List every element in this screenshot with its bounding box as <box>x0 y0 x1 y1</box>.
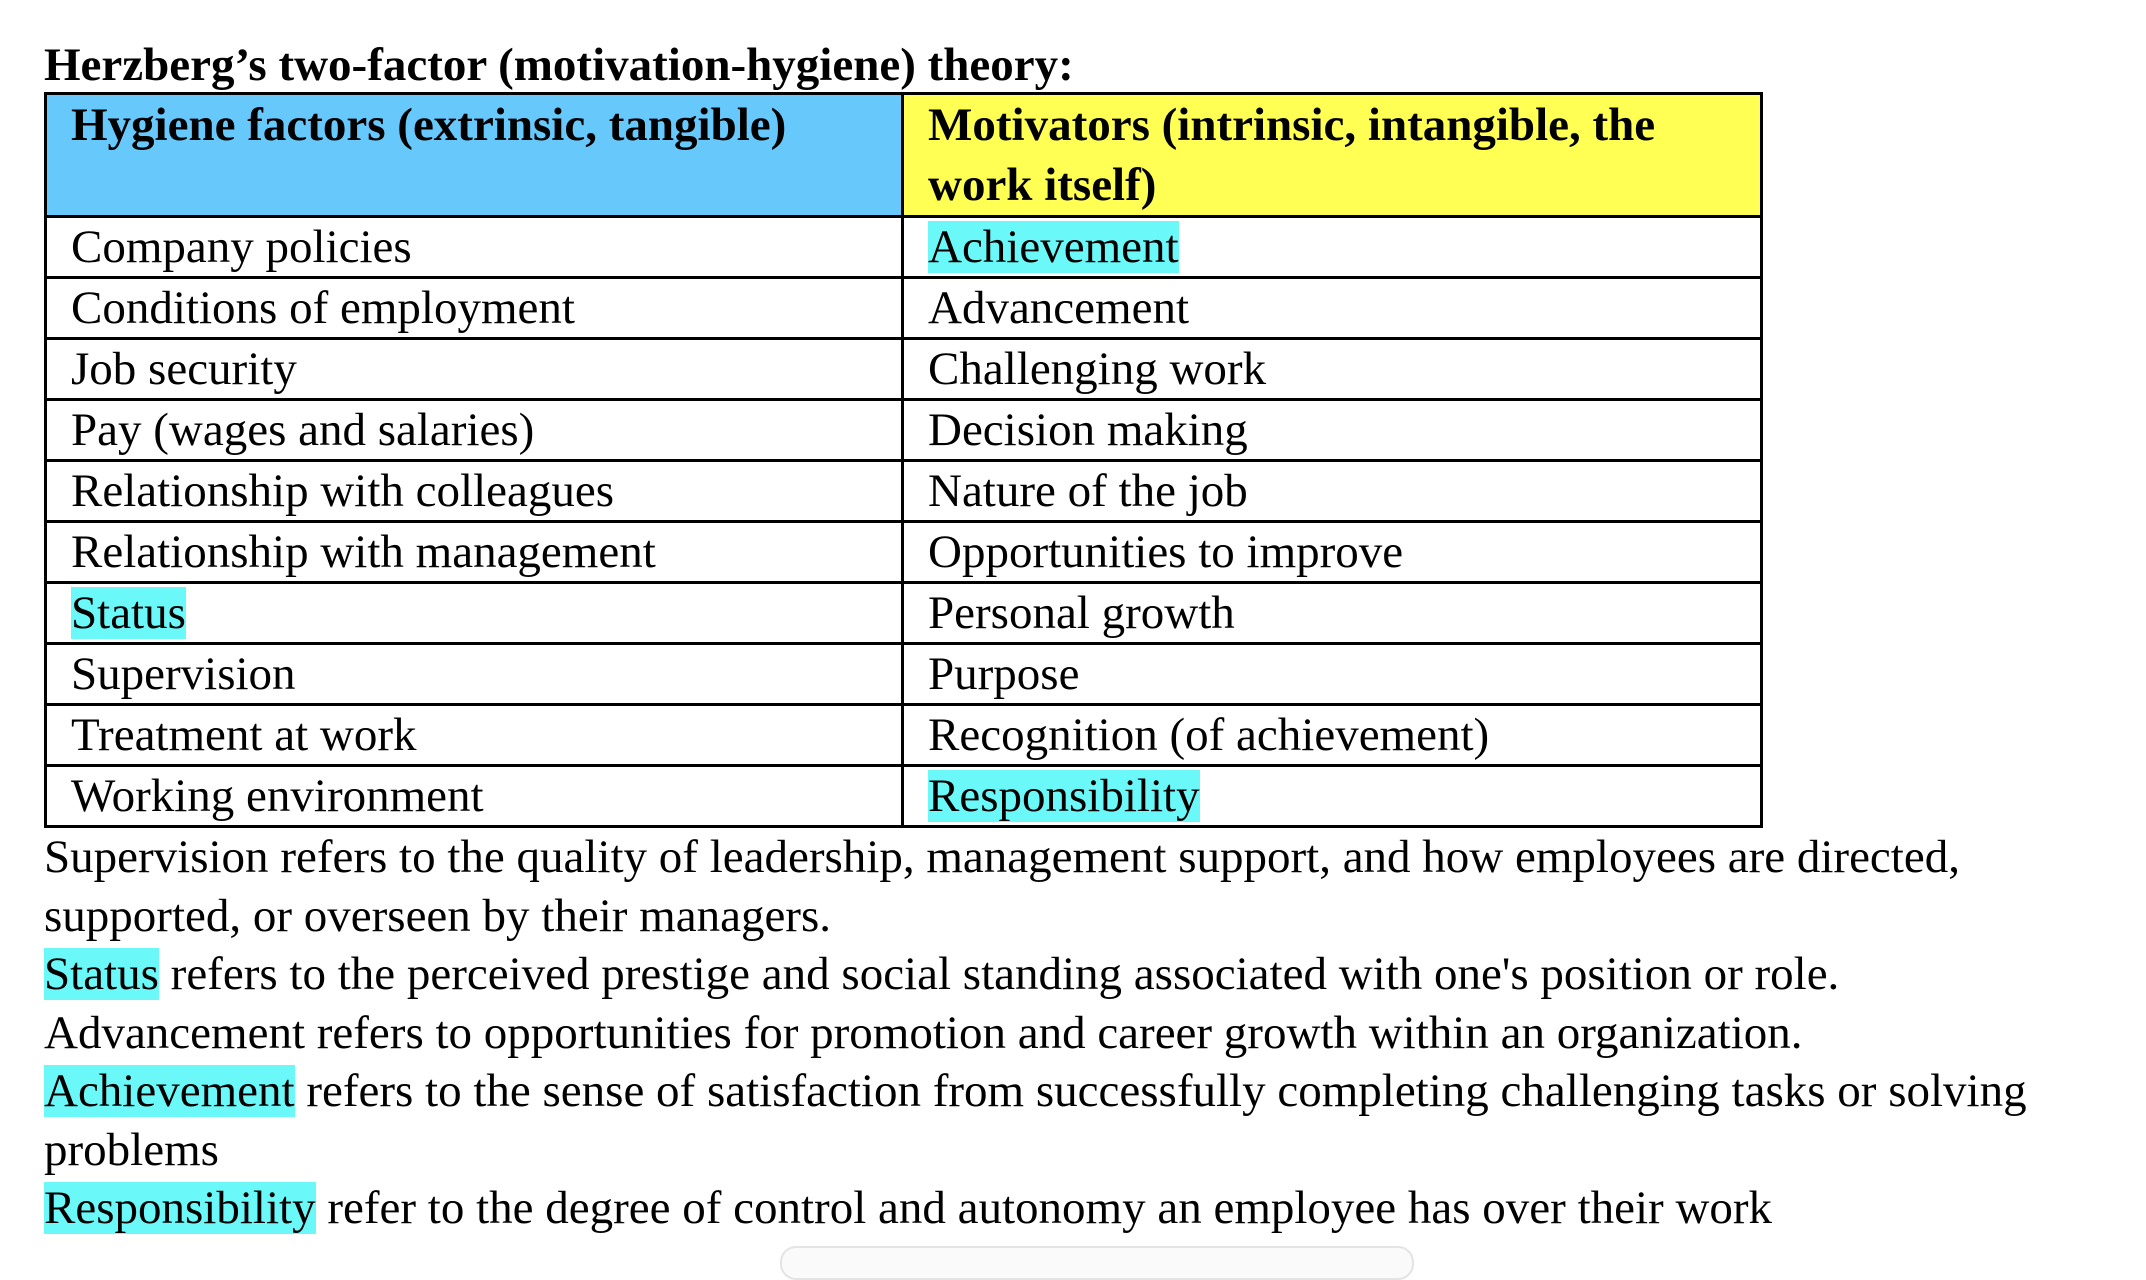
motivator-cell <box>903 400 1762 461</box>
hygiene-factor-label: Relationship with management <box>71 526 656 578</box>
motivator-cell <box>903 461 1762 522</box>
hygiene-factor-cell <box>46 766 903 827</box>
motivator-cell <box>903 705 1762 766</box>
floating-panel-edge <box>780 1246 1414 1280</box>
definition-paragraph <box>44 1062 2134 1179</box>
definition-text: refer to the degree of control and autonomy an employee has over their work <box>315 1182 1773 1234</box>
hygiene-factor-cell <box>46 217 903 278</box>
table-row <box>46 705 1762 766</box>
definition-term: Responsibility <box>44 1182 316 1234</box>
hygiene-factor-label: Relationship with colleagues <box>71 465 615 517</box>
factors-table-body <box>46 217 1762 827</box>
hygiene-factor-label: Job security <box>71 343 297 395</box>
definitions-section <box>44 828 2134 1238</box>
motivator-cell <box>903 583 1762 644</box>
definition-paragraph <box>44 1179 2134 1238</box>
motivators-header: Motivators (intrinsic, intangible, the work itself) <box>903 94 1762 217</box>
table-row <box>46 339 1762 400</box>
hygiene-factor-cell <box>46 400 903 461</box>
motivator-cell <box>903 766 1762 827</box>
table-row <box>46 461 1762 522</box>
motivator-cell <box>903 339 1762 400</box>
table-row <box>46 278 1762 339</box>
definition-text: refers to opportunities for promotion and career growth within an organization. <box>305 1006 1803 1059</box>
definition-paragraph <box>44 1004 2134 1063</box>
definition-paragraph <box>44 945 2134 1004</box>
factors-table <box>44 92 1763 828</box>
hygiene-factor-cell <box>46 583 903 644</box>
motivator-cell <box>903 278 1762 339</box>
motivator-cell <box>903 644 1762 705</box>
table-row <box>46 583 1762 644</box>
table-row <box>46 217 1762 278</box>
definition-term: Status <box>44 948 159 1000</box>
hygiene-factor-label: Pay (wages and salaries) <box>71 404 535 456</box>
table-header-row <box>46 94 1762 217</box>
hygiene-factor-label: Treatment at work <box>71 709 417 761</box>
motivator-label: Nature of the job <box>928 465 1248 517</box>
hygiene-factor-label: Company policies <box>71 221 412 273</box>
motivator-label: Decision making <box>928 404 1248 456</box>
hygiene-factor-label: Supervision <box>71 648 296 700</box>
hygiene-factor-cell <box>46 705 903 766</box>
hygiene-factor-cell <box>46 644 903 705</box>
definition-term: Achievement <box>44 1065 295 1117</box>
motivator-label: Personal growth <box>928 587 1235 639</box>
document-title: Herzberg’s two-factor (motivation-hygiene) theory: <box>44 39 1074 91</box>
hygiene-factor-cell <box>46 461 903 522</box>
hygiene-factors-header: Hygiene factors (extrinsic, tangible) <box>46 94 903 217</box>
motivator-label: Purpose <box>928 648 1080 700</box>
motivator-label: Achievement <box>928 221 1179 273</box>
motivator-cell <box>903 217 1762 278</box>
definition-term: Advancement <box>44 1006 306 1059</box>
motivator-label: Challenging work <box>928 343 1267 395</box>
motivator-label: Recognition (of achievement) <box>928 709 1490 761</box>
table-row <box>46 522 1762 583</box>
hygiene-factor-cell <box>46 339 903 400</box>
definition-text: refers to the quality of leadership, management support, and how employees are directed, supported, or overseen by their managers. <box>44 831 1960 942</box>
hygiene-factor-label: Status <box>71 587 186 639</box>
table-row <box>46 644 1762 705</box>
definition-text: refers to the perceived prestige and social standing associated with one's position or role. <box>158 948 1840 1000</box>
document-page <box>44 38 2134 1238</box>
hygiene-factor-label: Conditions of employment <box>71 282 575 334</box>
hygiene-factor-cell <box>46 278 903 339</box>
motivator-label: Advancement <box>928 282 1190 334</box>
table-row <box>46 400 1762 461</box>
definition-text: refers to the sense of satisfaction from successfully completing challenging tasks or solving problems <box>44 1065 2027 1176</box>
motivator-label: Responsibility <box>928 770 1200 822</box>
hygiene-factor-cell <box>46 522 903 583</box>
definition-term: Supervision <box>44 831 269 883</box>
table-row <box>46 766 1762 827</box>
hygiene-factor-label: Working environment <box>71 770 484 822</box>
motivator-label: Opportunities to improve <box>928 526 1404 578</box>
definition-paragraph <box>44 828 2134 945</box>
motivator-cell <box>903 522 1762 583</box>
